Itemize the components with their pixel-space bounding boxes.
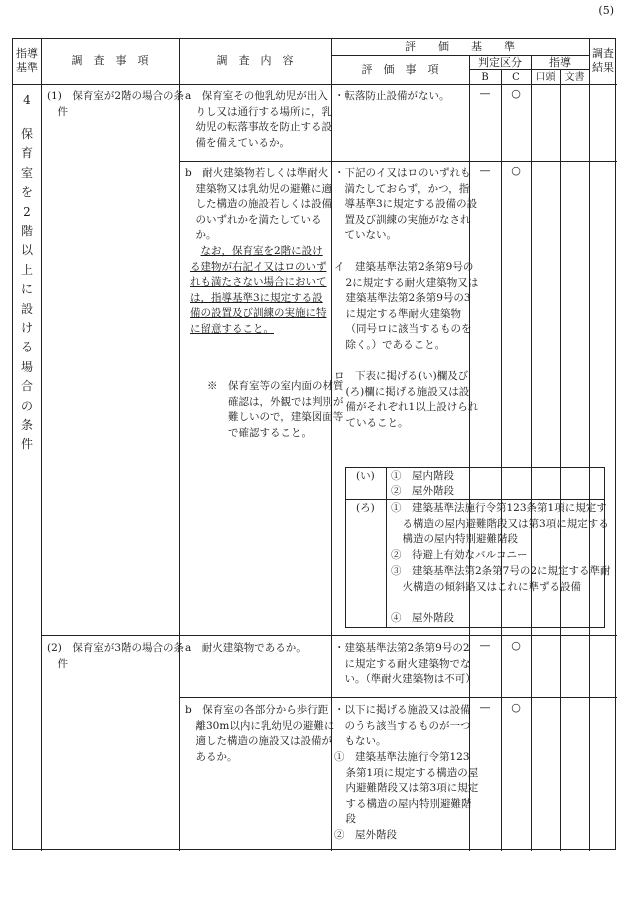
kijun-title-char: を — [20, 185, 33, 200]
header-chosa-jiko: 調 査 事 項 — [71, 54, 149, 67]
item1-naiyo-a: a 保育室その他乳幼児が出入りし又は通行する場所に，乳幼児の転落事故を防止する設備を備えているか。 — [185, 90, 332, 149]
kijun-title-char: 保 — [20, 127, 33, 141]
item2-hyoka-b-2: ① 建築基準法施行令第123条第1項に規定する構造の屋内避難階段又は第3項に規定する構造の屋内特別避難階段 — [334, 751, 479, 826]
table-ro-label: (ろ) — [356, 502, 375, 514]
page-number: (5) — [598, 4, 614, 17]
kijun-title-char: に — [20, 282, 33, 297]
item1-b-c-mark: ○ — [511, 164, 521, 177]
header-shido-kijun: 指導 基準 — [16, 47, 38, 74]
table-ro-row-4: ④ 屋外階段 — [391, 612, 454, 624]
facility-table — [345, 467, 611, 628]
kijun-title-char: 階 — [20, 224, 33, 238]
header-bunsho: 文書 — [564, 72, 585, 83]
header-c: C — [512, 72, 520, 83]
header-hyoka-jiko: 評 価 事 項 — [361, 63, 439, 76]
item2-naiyo-b: b 保育室の各部分から歩行距離30m以内に乳幼児の避難に適した構造の施設又は設備があるか。 — [185, 704, 335, 763]
kijun-title-char: 設 — [20, 301, 33, 316]
table-i-row-2: ② 屋外階段 — [391, 485, 454, 497]
kijun-title-char: 室 — [20, 165, 33, 180]
table-i-label: (い) — [356, 470, 375, 482]
kijun-title-char: 条 — [20, 418, 33, 432]
item1-hyoka-b-i: イ 建築基準法第2条第9号の2に規定する耐火建築物又は建築基準法第2条第9号の3に規定する準耐火建築物（同号ロに該当するものを除く。）であること。 — [334, 261, 479, 351]
table-ro-row-1: ① 建築基準法施行令第123条第1項に規定する構造の屋内避難階段又は第3項に規定する構造の屋内特別避難階段 — [391, 502, 609, 546]
item1-naiyo-b: b 耐火建築物若しくは準耐火建築物又は乳幼児の避難に適した構造の施設若しくは設備のいずれかを満たしているか。 — [185, 167, 332, 242]
item2-a-b-mark: — — [479, 639, 491, 652]
inspection-table — [12, 38, 616, 850]
item1-a-c-mark: ○ — [511, 87, 521, 100]
item1-hyoka-a: ・転落防止設備がない。 — [334, 90, 450, 102]
item1-naiyo-b-underline: なお，保育室を2階に設ける建物が右記イ又はロのいずれも満たさない場合においては，指導基準3に規定する設備の設置及び訓練の実施に特に留意すること。 — [190, 245, 327, 335]
item2-jiko: (2) 保育室が3階の場合の条件 — [47, 642, 185, 670]
item1-jiko: (1) 保育室が2階の場合の条件 — [47, 90, 185, 118]
header-hantei-kubun: 判定区分 — [478, 56, 522, 69]
item2-a-c-mark: ○ — [511, 639, 521, 652]
kijun-title-char: 場 — [20, 359, 33, 374]
item1-b-b-mark: — — [479, 164, 491, 177]
item1-hyoka-b-ro: ロ 下表に掲げる(い)欄及び(ろ)欄に掲げる施設又は設備がそれぞれ1以上設けられていること。 — [334, 370, 479, 429]
header-chosa-kekka: 調査 結果 — [592, 47, 614, 74]
kijun-title-char: 以 — [20, 243, 33, 258]
header-kotou: 口頭 — [535, 72, 556, 83]
kijun-title-char: の — [20, 398, 33, 413]
item2-b-b-mark: — — [479, 701, 491, 714]
kijun-title-char: る — [20, 340, 33, 355]
kijun-title-char: 合 — [20, 379, 33, 394]
item2-hyoka-b-3: ② 屋外階段 — [334, 829, 397, 841]
item2-naiyo-a: a 耐火建築物であるか。 — [185, 642, 307, 654]
table-ro-row-2: ② 待避上有効なバルコニー — [391, 549, 528, 561]
table-i-row-1: ① 屋内階段 — [391, 470, 454, 482]
item2-b-c-mark: ○ — [511, 701, 521, 714]
item2-hyoka-a: ・建築基準法第2条第9号の2に規定する耐火建築物でない。（準耐火建築物は不可） — [334, 642, 476, 686]
table-ro-row-3: ③ 建築基準法第2条第7号の2に規定する準耐火構造の傾斜路又はこれに準ずる設備 — [391, 565, 611, 593]
kijun-title-char: 2 — [23, 204, 31, 219]
kijun-title-char: 育 — [20, 146, 33, 161]
kijun-number: 4 — [23, 93, 31, 107]
kijun-title-char: 件 — [20, 437, 33, 452]
header-b: B — [481, 72, 489, 83]
kijun-title-char: け — [20, 321, 33, 335]
item1-hyoka-b-1: ・下記のイ又はロのいずれも満たしておらず，かつ，指導基準3に規定する設備の設置及び訓練の実施がなされていない。 — [334, 167, 478, 242]
item1-naiyo-b-note: ※ 保育室等の室内面の材質確認は，外観では判別が難しいので，建築図面等で確認すること。 — [207, 380, 344, 439]
item1-a-b-mark: — — [479, 87, 491, 100]
header-hyoka-kijun: 評 価 基 準 — [405, 40, 515, 53]
item2-hyoka-b-1: ・以下に掲げる施設又は設備のうち該当するものが一つもない。 — [334, 704, 471, 748]
header-shido: 指導 — [549, 56, 571, 69]
header-chosa-naiyo: 調 査 内 容 — [216, 54, 294, 67]
kijun-title-char: 上 — [20, 262, 33, 277]
